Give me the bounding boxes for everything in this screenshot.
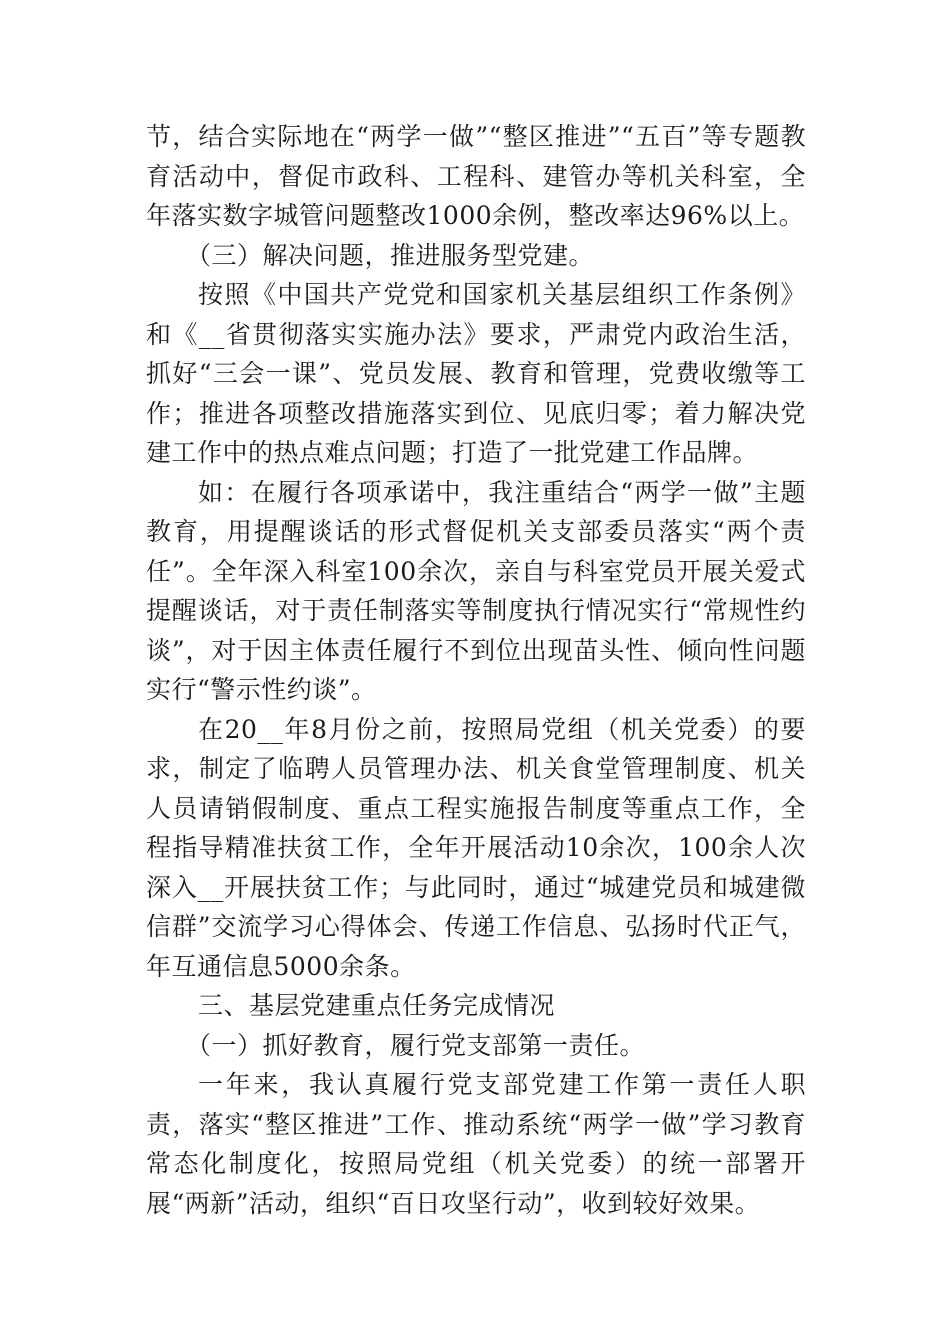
section-heading-three: 三、基层党建重点任务完成情况 (198, 991, 556, 1020)
subheading-education: （一）抓好教育，履行党支部第一责任。 (186, 1030, 646, 1060)
paragraph-example: 如：在履行各项承诺中，我注重结合“两学一做”主题教育，用提醒谈话的形式督促机关支部委员落实“两个责任”。全年深入科室100余次，亲自与科室党员开展关爱式提醒谈话，对于责任制落实等制度执行情况实行“常规性约谈”，对于因主体责任履行不到位出现苗头性、倾向性问题实行“警示性约谈”。 (146, 477, 806, 704)
paragraph-year-review: 一年来，我认真履行党支部党建工作第一责任人职责，落实“整区推进”工作、推动系统“两学一做”学习教育常态化制度化，按照局党组（机关党委）的统一部署开展“两新”活动，组织“百日攻坚行动”，收到较好效果。 (146, 1070, 806, 1218)
subheading-solve-problems: （三）解决问题，推进服务型党建。 (186, 240, 595, 270)
paragraph-regulations: 按照《中国共产党党和国家机关基层组织工作条例》和《__省贯彻落实实施办法》要求，严肃党内政治生活，抓好“三会一课”、党员发展、教育和管理，党费收缴等工作；推进各项整改措施落实到位、见底归零；着力解决党建工作中的热点难点问题；打造了一批党建工作品牌。 (146, 280, 806, 467)
document-body (146, 117, 806, 1223)
paragraph-continuation: 节，结合实际地在“两学一做”“整区推进”“五百”等专题教育活动中，督促市政科、工程科、建管办等机关科室，全年落实数字城管问题整改1000余例，整改率达96%以上。 (146, 122, 806, 230)
paragraph-august: 在20__年8月份之前，按照局党组（机关党委）的要求，制定了临聘人员管理办法、机关食堂管理制度、机关人员请销假制度、重点工程实施报告制度等重点工作，全程指导精准扶贫工作，全年开展活动10余次，100余人次深入__开展扶贫工作；与此同时，通过“城建党员和城建微信群”交流学习心得体会、传递工作信息、弘扬时代正气，年互通信息5000余条。 (146, 714, 806, 981)
